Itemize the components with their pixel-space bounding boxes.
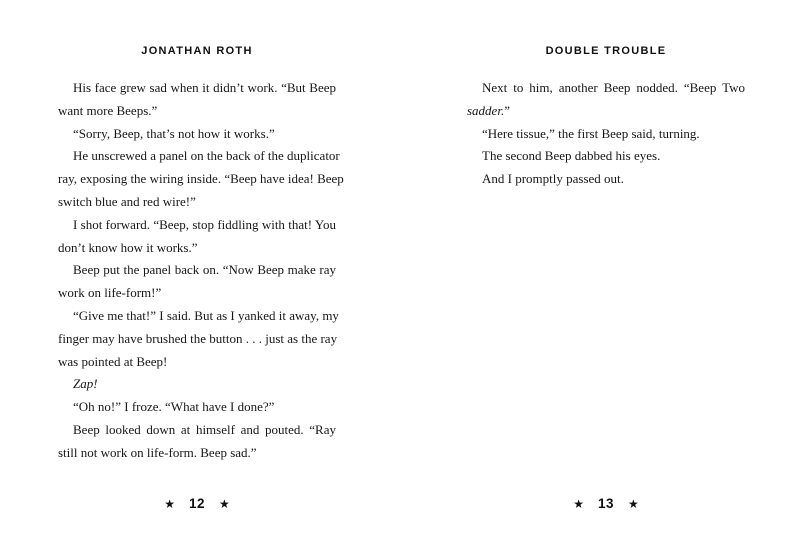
text-line [58, 373, 336, 396]
text-segment: The second Beep dabbed his eyes. [482, 148, 661, 164]
text-line [58, 145, 340, 168]
text-segment: “Here tissue,” the first Beep said, turning. [482, 125, 700, 141]
paragraph [58, 396, 336, 419]
paragraph [467, 168, 745, 191]
running-header-chapter-title: DOUBLE TROUBLE [545, 45, 667, 57]
text-segment: Beep put the panel back on. “Now Beep make ray [73, 262, 336, 278]
text-segment: want more Beeps.” [58, 102, 158, 118]
text-segment: Next to him, another Beep nodded. “Beep Two [482, 80, 745, 95]
text-segment: switch blue and red wire!” [58, 193, 196, 209]
text-line [58, 237, 336, 260]
paragraph [467, 77, 745, 123]
paragraph [58, 145, 344, 213]
running-header-author: JONATHAN ROTH [141, 45, 253, 57]
text-line [58, 351, 336, 374]
star-icon: ★ [573, 497, 584, 511]
text-line [58, 123, 336, 146]
text-line [58, 100, 336, 123]
text-segment: And I promptly passed out. [482, 171, 624, 187]
text-line [58, 328, 336, 351]
text-line [58, 214, 336, 237]
text-segment: “Give me that!” I said. But as I yanked it away, my [73, 307, 339, 323]
text-line [58, 168, 344, 191]
text-segment: don’t know how it works.” [58, 239, 198, 255]
text-segment: He unscrewed a panel on the back of the duplicator [73, 148, 340, 164]
paragraph [467, 145, 745, 168]
book-page-left [58, 0, 344, 546]
paragraph [58, 123, 336, 146]
text-line [58, 305, 339, 328]
text-segment: ray, exposing the wiring inside. “Beep have idea! Beep [58, 171, 344, 187]
paragraph [58, 77, 336, 123]
page-body-right [467, 77, 745, 191]
text-line [58, 259, 336, 282]
text-segment: “Oh no!” I froze. “What have I done?” [73, 399, 275, 415]
paragraph [467, 123, 745, 146]
text-line [58, 191, 336, 214]
italic-text: Zap! [73, 376, 98, 392]
text-line [467, 145, 745, 168]
text-segment: His face grew sad when it didn’t work. “But Beep [73, 80, 336, 95]
star-icon: ★ [164, 497, 175, 511]
page-body-left [58, 77, 344, 465]
page-number: 12 [188, 496, 206, 512]
star-icon: ★ [219, 497, 230, 511]
paragraph [58, 305, 339, 373]
paragraph [58, 373, 336, 396]
text-segment: “Sorry, Beep, that’s not how it works.” [73, 125, 275, 141]
text-segment: was pointed at Beep! [58, 353, 168, 369]
text-line [467, 168, 745, 191]
text-line [467, 100, 745, 123]
text-segment: work on life-form!” [58, 285, 162, 301]
page-footer-left [58, 495, 336, 513]
paragraph [58, 259, 336, 305]
text-line [58, 77, 336, 100]
text-line [58, 419, 336, 442]
text-segment: still not work on life-form. Beep sad.” [58, 444, 257, 460]
text-segment: I shot forward. “Beep, stop fiddling with that! You [73, 216, 336, 232]
text-segment: finger may have brushed the button . . . just as the ray [58, 330, 338, 346]
paragraph [58, 214, 336, 260]
italic-text: sadder. [467, 102, 505, 118]
text-line [467, 123, 745, 146]
text-segment: Beep looked down at himself and pouted. “Ray [73, 421, 336, 437]
page-number: 13 [597, 496, 615, 512]
text-line [58, 442, 336, 465]
text-line [58, 396, 336, 419]
book-page-right [467, 0, 745, 546]
text-segment: ” [504, 102, 510, 118]
text-line [58, 282, 336, 305]
paragraph [58, 419, 336, 465]
text-line [467, 77, 745, 100]
star-icon: ★ [628, 497, 639, 511]
page-footer-right [467, 495, 745, 513]
